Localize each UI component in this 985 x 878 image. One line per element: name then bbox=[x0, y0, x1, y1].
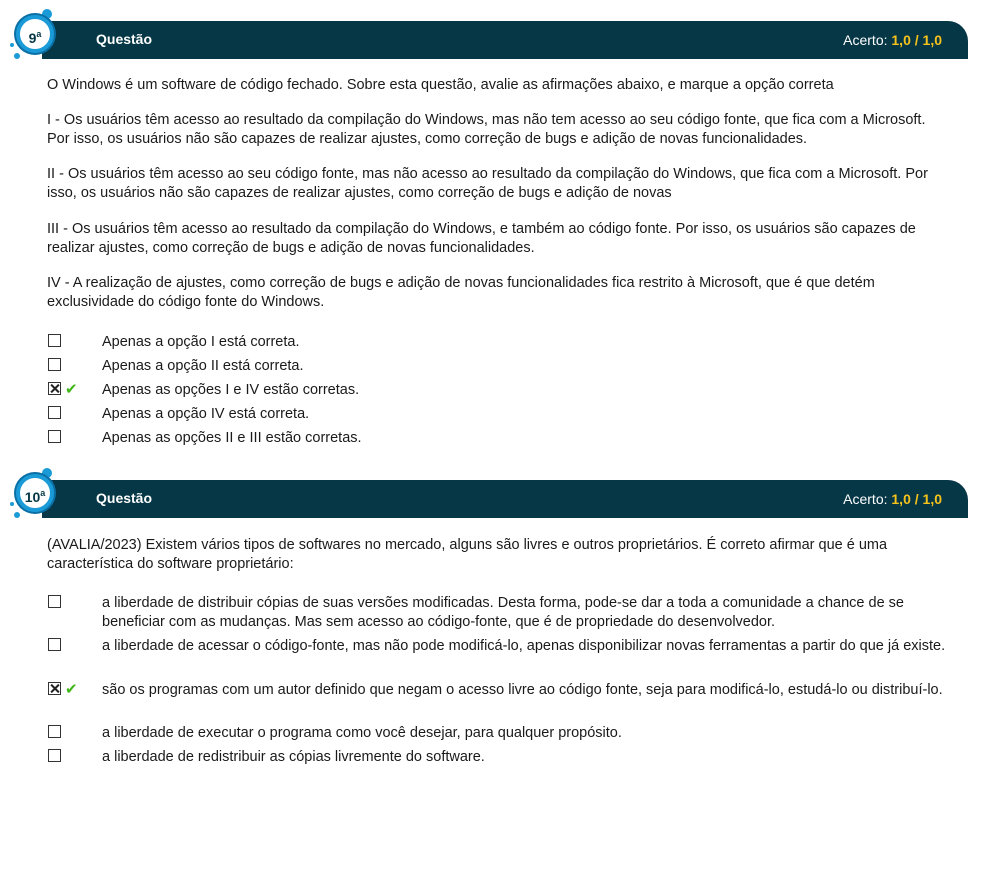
option-text: Apenas a opção II está correta. bbox=[102, 358, 304, 374]
option-text: Apenas a opção IV está correta. bbox=[102, 406, 310, 422]
score bbox=[843, 32, 942, 48]
checkbox[interactable] bbox=[48, 358, 61, 371]
statement-paragraph: IV - A realização de ajustes, como correção de bugs e adição de novas funcionalidades fica restrito à Microsoft, que é que detém exclusividade do código fonte do Windows. bbox=[47, 275, 875, 310]
question-label: Questão bbox=[96, 31, 153, 47]
option-text: a liberdade de executar o programa como você desejar, para qualquer propósito. bbox=[102, 725, 622, 741]
option-text: a liberdade de acessar o código-fonte, mas não pode modificá-lo, apenas disponibilizar novas ferramentas a partir do que já existe. bbox=[102, 638, 946, 654]
checked-checkbox[interactable] bbox=[48, 382, 61, 395]
bubble-icon bbox=[10, 502, 14, 506]
checkbox[interactable] bbox=[48, 406, 61, 419]
option-text: a liberdade de redistribuir as cópias livremente do software. bbox=[102, 749, 485, 765]
score-separator: / bbox=[910, 32, 923, 48]
bubble-icon bbox=[14, 512, 20, 518]
option-text: a liberdade de distribuir cópias de suas versões modificadas. Desta forma, pode-se dar a toda a comunidade a chance de se beneficiar com as mudanças. Mas sem acesso ao código-fonte, que é de propriedade do desenvolvedor. bbox=[102, 595, 904, 630]
checkbox[interactable] bbox=[48, 334, 61, 347]
bubble-icon bbox=[14, 53, 20, 59]
question-number: 10$^a$ bbox=[24, 488, 46, 505]
question-header bbox=[12, 480, 968, 518]
bubble-icon bbox=[10, 43, 14, 47]
checkbox[interactable] bbox=[48, 749, 61, 762]
score-value: 1,0 bbox=[891, 32, 911, 48]
statement-paragraph: II - Os usuários têm acesso ao seu código fonte, mas não acesso ao resultado da compilação do Windows, que fica com a Microsoft. Por isso, os usuários não são capazes de realizar ajustes, como correção de bugs e adição de novas bbox=[47, 166, 928, 201]
score-label: Acerto: bbox=[843, 32, 888, 48]
score-separator: / bbox=[910, 491, 923, 507]
option-text: são os programas com um autor definido que negam o acesso livre ao código fonte, seja para modificá-lo, estudá-lo ou distribuí-lo. bbox=[102, 682, 943, 698]
correct-check-icon: ✔ bbox=[65, 681, 78, 698]
checkbox[interactable] bbox=[48, 638, 61, 651]
score-total: 1,0 bbox=[922, 32, 942, 48]
question-header bbox=[12, 21, 968, 59]
checkbox[interactable] bbox=[48, 725, 61, 738]
checkbox[interactable] bbox=[48, 430, 61, 443]
score-total: 1,0 bbox=[922, 491, 942, 507]
option-text: Apenas as opções I e IV estão corretas. bbox=[102, 382, 360, 398]
statement-paragraph: O Windows é um software de código fechado. Sobre esta questão, avalie as afirmações abaixo, e marque a opção correta bbox=[47, 77, 834, 93]
question-number-badge bbox=[12, 9, 68, 65]
statement-paragraph: III - Os usuários têm acesso ao resultado da compilação do Windows, e também ao código fonte. Por isso, os usuários são capazes de realizar ajustes, como correção de bugs e adição de novas funcionalidades. bbox=[47, 221, 916, 256]
statement-paragraph: (AVALIA/2023) Existem vários tipos de softwares no mercado, alguns são livres e outros proprietários. É correto afirmar que é uma característica do software proprietário: bbox=[47, 537, 888, 572]
checkbox[interactable] bbox=[48, 595, 61, 608]
score bbox=[843, 491, 942, 507]
score-value: 1,0 bbox=[891, 491, 911, 507]
checked-checkbox[interactable] bbox=[48, 682, 61, 695]
question-number: 9$^a$ bbox=[28, 29, 42, 46]
statement-paragraph: I - Os usuários têm acesso ao resultado da compilação do Windows, mas não tem acesso ao seu código fonte, que fica com a Microsoft. Por isso, os usuários não são capazes de realizar ajustes, como correção de bugs e adição de novas funcionalidades. bbox=[47, 112, 926, 147]
question-label: Questão bbox=[96, 490, 153, 506]
score-label: Acerto: bbox=[843, 491, 888, 507]
correct-check-icon: ✔ bbox=[65, 381, 78, 398]
question-number-badge bbox=[12, 468, 68, 524]
question-header-bar bbox=[42, 21, 968, 59]
option-text: Apenas a opção I está correta. bbox=[102, 334, 300, 350]
question-header-bar bbox=[42, 480, 968, 518]
option-text: Apenas as opções II e III estão corretas. bbox=[102, 430, 362, 446]
